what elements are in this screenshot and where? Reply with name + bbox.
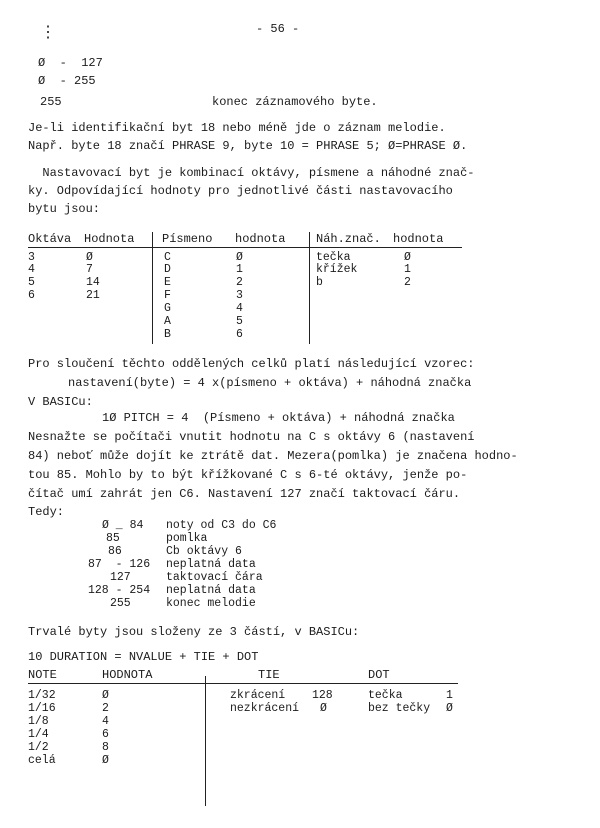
table-cell: 128 <box>312 689 333 702</box>
table-cell: tečka <box>316 251 351 264</box>
intro-line-3-value: 255 <box>40 95 62 109</box>
table-cell: 4 <box>102 715 109 728</box>
table-cell: 1/16 <box>28 702 56 715</box>
table-rule <box>28 247 462 248</box>
table-cell: D <box>164 263 171 276</box>
table-cell: 3 <box>28 251 35 264</box>
para3-line-4: čítač umí zahrát jen C6. Nastavení 127 značí taktovací čáru. <box>28 487 461 501</box>
para2-line-3: bytu jsou: <box>28 202 101 216</box>
table-cell: křížek <box>316 263 358 276</box>
formula-basic-label: V BASICu: <box>28 395 93 409</box>
table-cell: 5 <box>28 276 35 289</box>
table-cell: 1/2 <box>28 741 49 754</box>
list-item-desc: noty od C3 do C6 <box>166 519 277 532</box>
table-cell: 7 <box>86 263 93 276</box>
table-cell: Ø <box>236 251 243 264</box>
table-cell: Ø <box>446 702 453 715</box>
table-cell: C <box>164 251 171 264</box>
table-cell: 1/32 <box>28 689 56 702</box>
continuation-dots: ⋮ <box>40 24 56 42</box>
table-cell: 4 <box>28 263 35 276</box>
para2-line-2: ky. Odpovídající hodnoty pro jednotlivé části nastavovacího <box>28 184 453 198</box>
table-cell: tečka <box>368 689 403 702</box>
table-cell: Ø <box>404 251 411 264</box>
para1-line-1: Je-li identifikační byt 18 nebo méně jde o záznam melodie. <box>28 121 446 135</box>
list-item-desc: pomlka <box>166 532 208 545</box>
table-cell: 6 <box>102 728 109 741</box>
list-item-desc: taktovací čára <box>166 571 263 584</box>
col-header-hodnota: hodnota <box>235 232 286 246</box>
col-header-oktava: Oktáva <box>28 232 72 246</box>
col-header-pismeno: Písmeno <box>162 232 213 246</box>
column-divider <box>309 232 310 344</box>
list-item-range: 86 <box>108 545 122 558</box>
para3-line-3: tou 85. Mohlo by to být křížkované C s 6-té oktávy, jenže po- <box>28 468 468 482</box>
table-cell: Ø <box>86 251 93 264</box>
col-header-tie: TIE <box>258 668 280 682</box>
col-header-hodnota: hodnota <box>393 232 444 246</box>
formula-basic-code: 1Ø PITCH = 4 (Písmeno + oktáva) + náhodná značka <box>102 411 455 425</box>
intro-line-1: Ø - 127 <box>38 56 103 70</box>
table-cell: 1/4 <box>28 728 49 741</box>
formula-intro: Pro sloučení těchto oddělených celků platí následující vzorec: <box>28 357 475 371</box>
table-cell: b <box>316 276 323 289</box>
list-item-range: 85 <box>106 532 120 545</box>
table-cell: Ø <box>320 702 327 715</box>
para1-line-2: Např. byte 18 značí PHRASE 9, byte 10 = PHRASE 5; Ø=PHRASE Ø. <box>28 139 468 153</box>
list-item-range: 128 - 254 <box>88 584 151 597</box>
para2-line-1: Nastavovací byt je kombinací oktávy, písmene a náhodné znač- <box>28 166 475 180</box>
list-item-desc: konec melodie <box>166 597 256 610</box>
para3-line-1: Nesnažte se počítači vnutit hodnotu na C s oktávy 6 (nastavení <box>28 430 475 444</box>
page-number: - 56 - <box>256 22 300 36</box>
table-cell: F <box>164 289 171 302</box>
list-item-range: 127 <box>110 571 131 584</box>
para3-line-2: 84) neboť může dojít ke ztrátě dat. Mezera(pomlka) je značena hodno- <box>28 449 518 463</box>
list-item-desc: neplatná data <box>166 584 256 597</box>
list-item-desc: neplatná data <box>166 558 256 571</box>
table-cell: 6 <box>28 289 35 302</box>
formula-expression: nastavení(byte) = 4 x(písmeno + oktáva) + náhodná značka <box>68 376 472 390</box>
column-divider <box>205 676 206 806</box>
col-header-nah-znacka: Náh.znač. <box>316 232 381 246</box>
column-divider <box>152 232 153 344</box>
table-cell: nezkrácení <box>230 702 300 715</box>
table-cell: 8 <box>102 741 109 754</box>
intro-line-2: Ø - 255 <box>38 74 96 88</box>
table-cell: Ø <box>102 689 109 702</box>
table-cell: B <box>164 328 171 341</box>
table-cell: 2 <box>404 276 411 289</box>
col-header-hodnota: Hodnota <box>84 232 135 246</box>
table-cell: zkrácení <box>230 689 286 702</box>
table-cell: 4 <box>236 302 243 315</box>
list-item-range: Ø _ 84 <box>102 519 144 532</box>
table-cell: Ø <box>102 754 109 767</box>
table-cell: bez tečky <box>368 702 431 715</box>
table-cell: celá <box>28 754 56 767</box>
duration-formula: 10 DURATION = NVALUE + TIE + DOT <box>28 650 259 664</box>
list-item-desc: Cb oktávy 6 <box>166 545 242 558</box>
table-cell: G <box>164 302 171 315</box>
para3-line-5: Tedy: <box>28 505 65 519</box>
table-cell: 2 <box>236 276 243 289</box>
table-cell: 1 <box>236 263 243 276</box>
intro-line-3-text: konec záznamového byte. <box>212 95 378 109</box>
col-header-hodnota: HODNOTA <box>102 668 153 682</box>
table-cell: 21 <box>86 289 100 302</box>
table-cell: 3 <box>236 289 243 302</box>
para4: Trvalé byty jsou složeny ze 3 částí, v BASICu: <box>28 625 360 639</box>
table-cell: 2 <box>102 702 109 715</box>
table-cell: 1 <box>446 689 453 702</box>
table-cell: 1/8 <box>28 715 49 728</box>
list-item-range: 87 - 126 <box>88 558 151 571</box>
col-header-dot: DOT <box>368 668 390 682</box>
table-cell: A <box>164 315 171 328</box>
table-rule <box>28 683 458 684</box>
table-cell: 1 <box>404 263 411 276</box>
table-cell: 5 <box>236 315 243 328</box>
col-header-note: NOTE <box>28 668 57 682</box>
table-cell: 6 <box>236 328 243 341</box>
table-cell: 14 <box>86 276 100 289</box>
table-cell: E <box>164 276 171 289</box>
list-item-range: 255 <box>110 597 131 610</box>
